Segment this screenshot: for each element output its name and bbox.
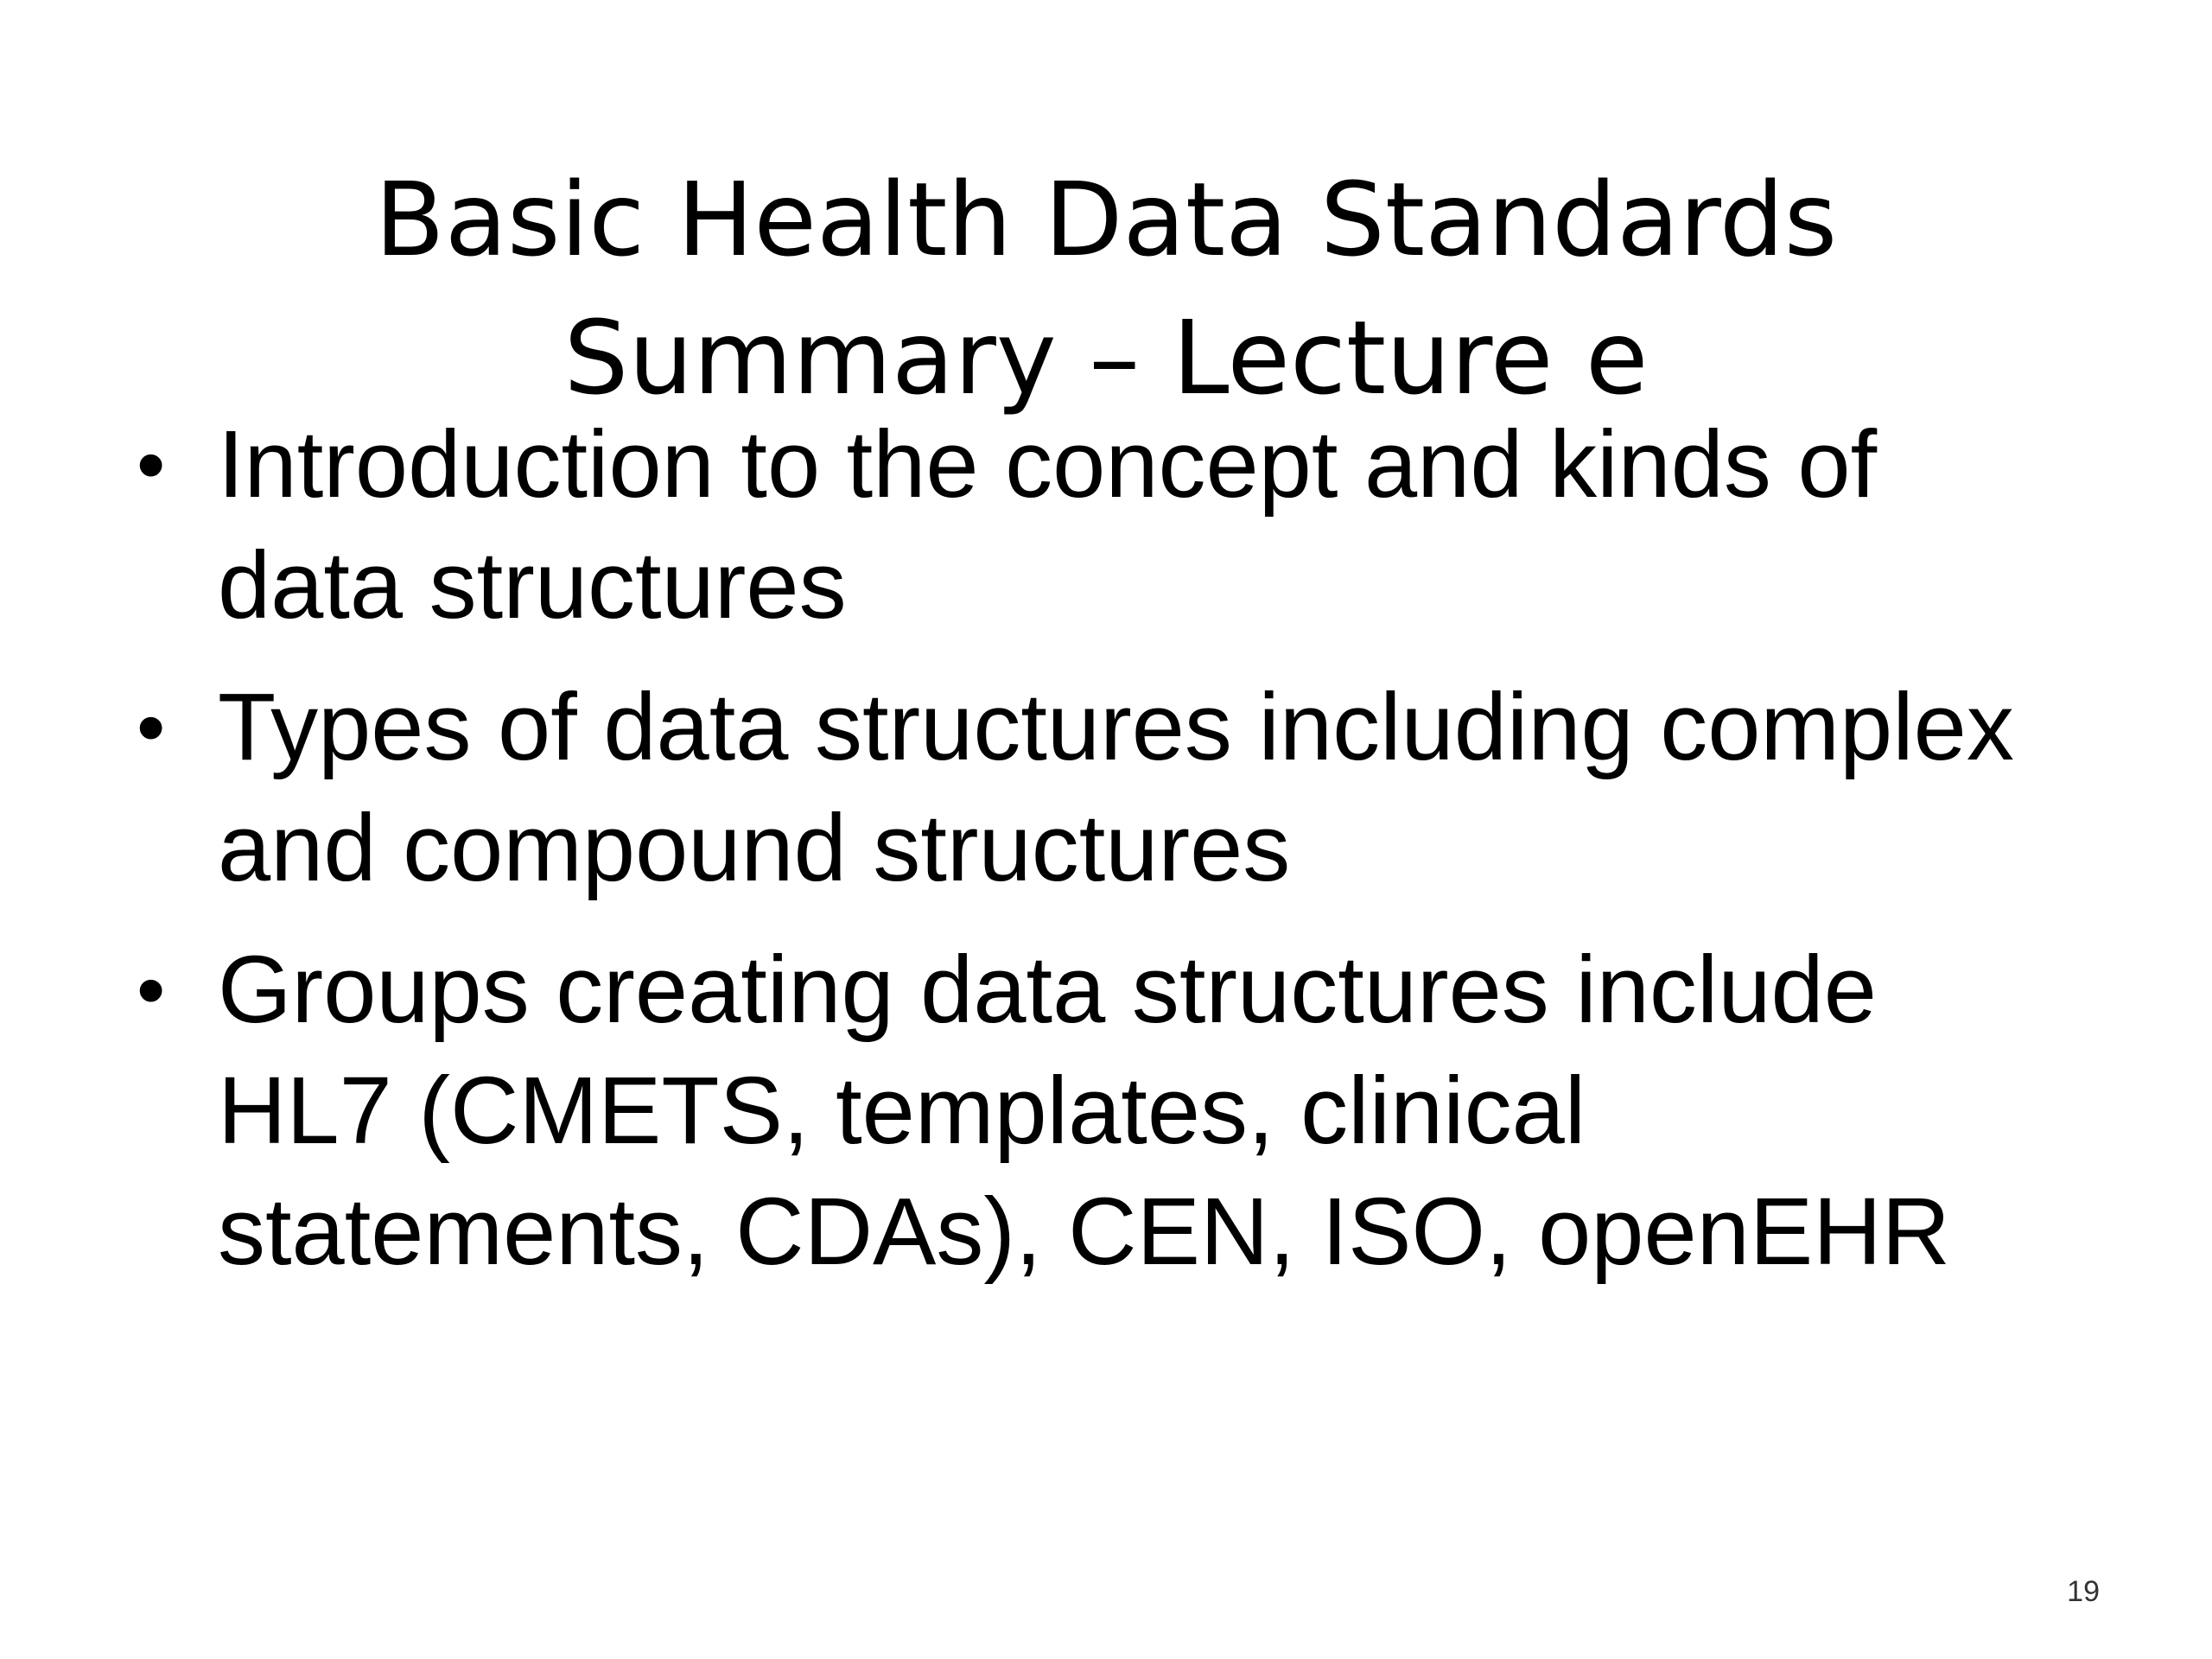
slide-title-line-1: Basic Health Data Standards [374, 160, 1838, 280]
bullet-text-line: Groups creating data structures include [218, 937, 1877, 1043]
slide-title-line-2: Summary – Lecture e [563, 298, 1649, 418]
slide-title [0, 150, 2212, 427]
bullet-item-3 [130, 930, 2117, 1293]
bullet-item-1 [130, 404, 2117, 646]
bullet-list [130, 404, 2117, 1313]
bullet-text-line: Types of data structures including complex [218, 674, 2014, 780]
bullet-text-line: Introduction to the concept and kinds of [218, 411, 1878, 518]
bullet-text-line: data structures [218, 532, 847, 639]
bullet-text-line: HL7 (CMETS, templates, clinical [218, 1058, 1586, 1164]
bullet-marker: • [137, 682, 166, 773]
bullet-marker: • [137, 944, 166, 1036]
page-number: 19 [2067, 1575, 2100, 1608]
bullet-item-2 [130, 667, 2117, 909]
bullet-text-line: and compound structures [218, 795, 1291, 901]
bullet-text-line: statements, CDAs), CEN, ISO, openEHR [218, 1179, 1951, 1285]
bullet-marker: • [137, 419, 166, 511]
